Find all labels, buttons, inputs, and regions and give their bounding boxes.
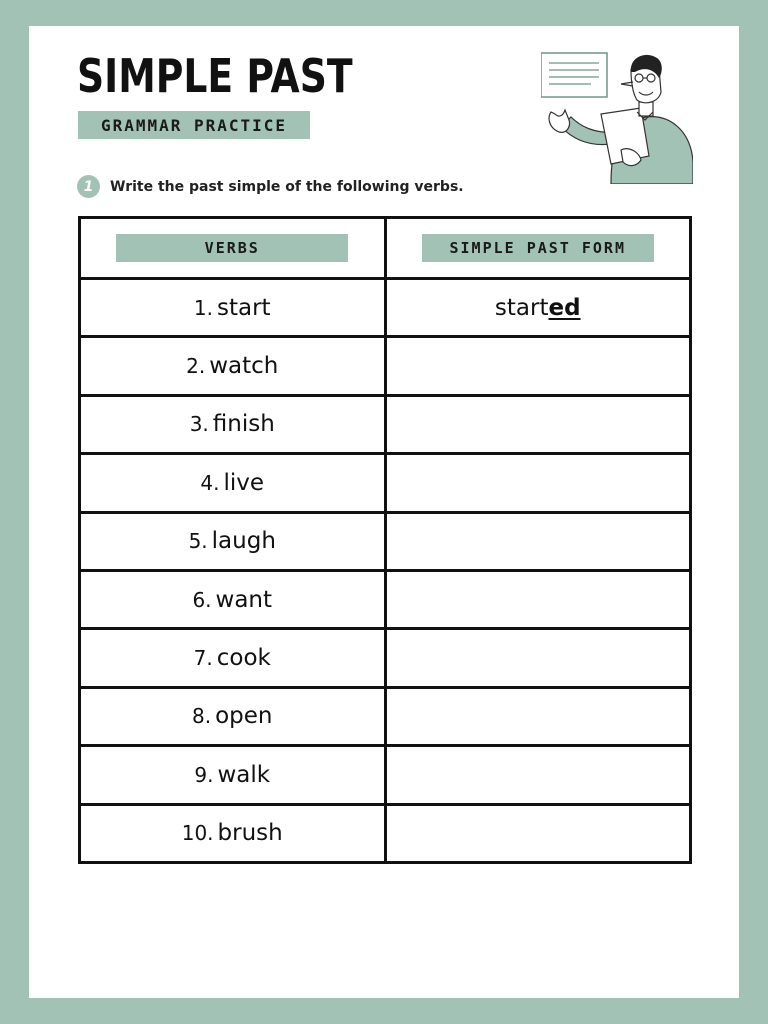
page-title: SIMPLE PAST (77, 49, 353, 103)
verb-number: 9. (194, 762, 214, 787)
table-row (80, 512, 691, 570)
verb-text: brush (217, 820, 283, 847)
verb-number: 10. (181, 821, 214, 846)
answer-ending: ed (548, 294, 581, 321)
verb-number: 5. (188, 529, 208, 554)
verb-number: 2. (186, 354, 206, 379)
verb-cell (80, 512, 386, 570)
table-row (80, 337, 691, 395)
answer-cell[interactable] (385, 629, 691, 687)
table-row (80, 454, 691, 512)
answer-cell[interactable] (385, 512, 691, 570)
answer-stem: start (494, 294, 549, 321)
exercise-number-badge: 1 (77, 175, 100, 198)
verb-cell (80, 629, 386, 687)
answer-cell[interactable] (385, 337, 691, 395)
verb-number: 1. (193, 295, 213, 320)
verbs-table (78, 216, 692, 864)
table-row (80, 570, 691, 628)
worksheet-page (29, 26, 739, 998)
table-row (80, 395, 691, 453)
column-header-past-form (385, 218, 691, 279)
verb-text: watch (209, 353, 279, 380)
answer-cell[interactable] (385, 454, 691, 512)
verb-text: laugh (211, 528, 276, 555)
verb-number: 6. (192, 587, 212, 612)
verb-text: live (223, 469, 265, 496)
whiteboard-icon (541, 53, 607, 97)
verb-text: finish (212, 411, 275, 438)
verb-text: walk (217, 761, 271, 788)
verb-number: 7. (193, 646, 213, 671)
verb-cell (80, 279, 386, 337)
column-header-label: VERBS (116, 234, 348, 262)
subtitle-banner (78, 111, 310, 139)
table-row (80, 629, 691, 687)
table-row (80, 687, 691, 745)
exercise-instruction (77, 175, 464, 198)
answer-cell[interactable] (385, 279, 691, 337)
column-header-verbs (80, 218, 386, 279)
verb-number: 8. (192, 704, 212, 729)
table-header-row (80, 218, 691, 279)
verb-number: 3. (189, 412, 209, 437)
answer-cell[interactable] (385, 746, 691, 804)
verb-cell (80, 395, 386, 453)
verb-cell (80, 804, 386, 862)
verb-number: 4. (200, 470, 220, 495)
teacher-illustration (541, 52, 693, 184)
table-row (80, 279, 691, 337)
verb-cell (80, 687, 386, 745)
table-row (80, 804, 691, 862)
table-row (80, 746, 691, 804)
answer-cell[interactable] (385, 804, 691, 862)
verb-text: start (217, 294, 271, 321)
verb-cell (80, 746, 386, 804)
verb-cell (80, 337, 386, 395)
verb-text: want (215, 586, 273, 613)
verb-cell (80, 454, 386, 512)
answer-cell[interactable] (385, 570, 691, 628)
answer-cell[interactable] (385, 395, 691, 453)
subtitle-label: GRAMMAR PRACTICE (100, 115, 288, 135)
verb-text: open (215, 703, 273, 730)
column-header-label: SIMPLE PAST FORM (422, 234, 654, 262)
answer-cell[interactable] (385, 687, 691, 745)
instruction-text: Write the past simple of the following verbs. (110, 178, 464, 195)
verb-text: cook (216, 645, 271, 672)
verb-cell (80, 570, 386, 628)
